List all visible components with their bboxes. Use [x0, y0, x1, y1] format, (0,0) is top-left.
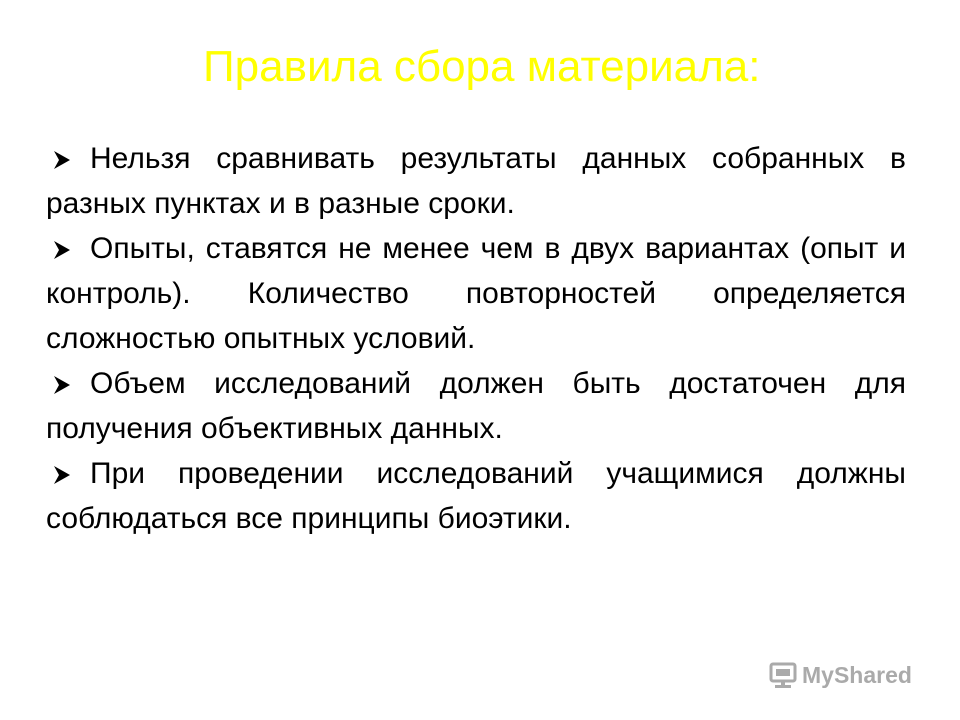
- bullet-text: Нельзя сравнивать результаты данных собранных в разных пунктах и в разные сроки.: [46, 142, 906, 220]
- arrow-bullet-icon: [46, 150, 90, 170]
- slide-title: Правила сбора материала:: [203, 42, 761, 91]
- myshared-logo-icon: [768, 660, 798, 690]
- bullet-list: [46, 136, 906, 541]
- bullet-text: При проведении исследований учащимися должны соблюдаться все принципы биоэтики.: [46, 457, 906, 535]
- bullet-text: Опыты, ставятся не менее чем в двух вариантах (опыт и контроль). Количество повторностей определяется сложностью опытных условий.: [46, 232, 906, 355]
- watermark-text: MyShared: [802, 661, 912, 688]
- bullet-item: [46, 136, 906, 226]
- arrow-bullet-icon: [46, 240, 90, 260]
- arrow-bullet-icon: [46, 465, 90, 485]
- bullet-item: [46, 451, 906, 541]
- bullet-text: Объем исследований должен быть достаточен для получения объективных данных.: [46, 367, 906, 445]
- bullet-item: [46, 361, 906, 451]
- arrow-bullet-icon: [46, 375, 90, 395]
- bullet-item: [46, 226, 906, 361]
- watermark[interactable]: [768, 658, 912, 692]
